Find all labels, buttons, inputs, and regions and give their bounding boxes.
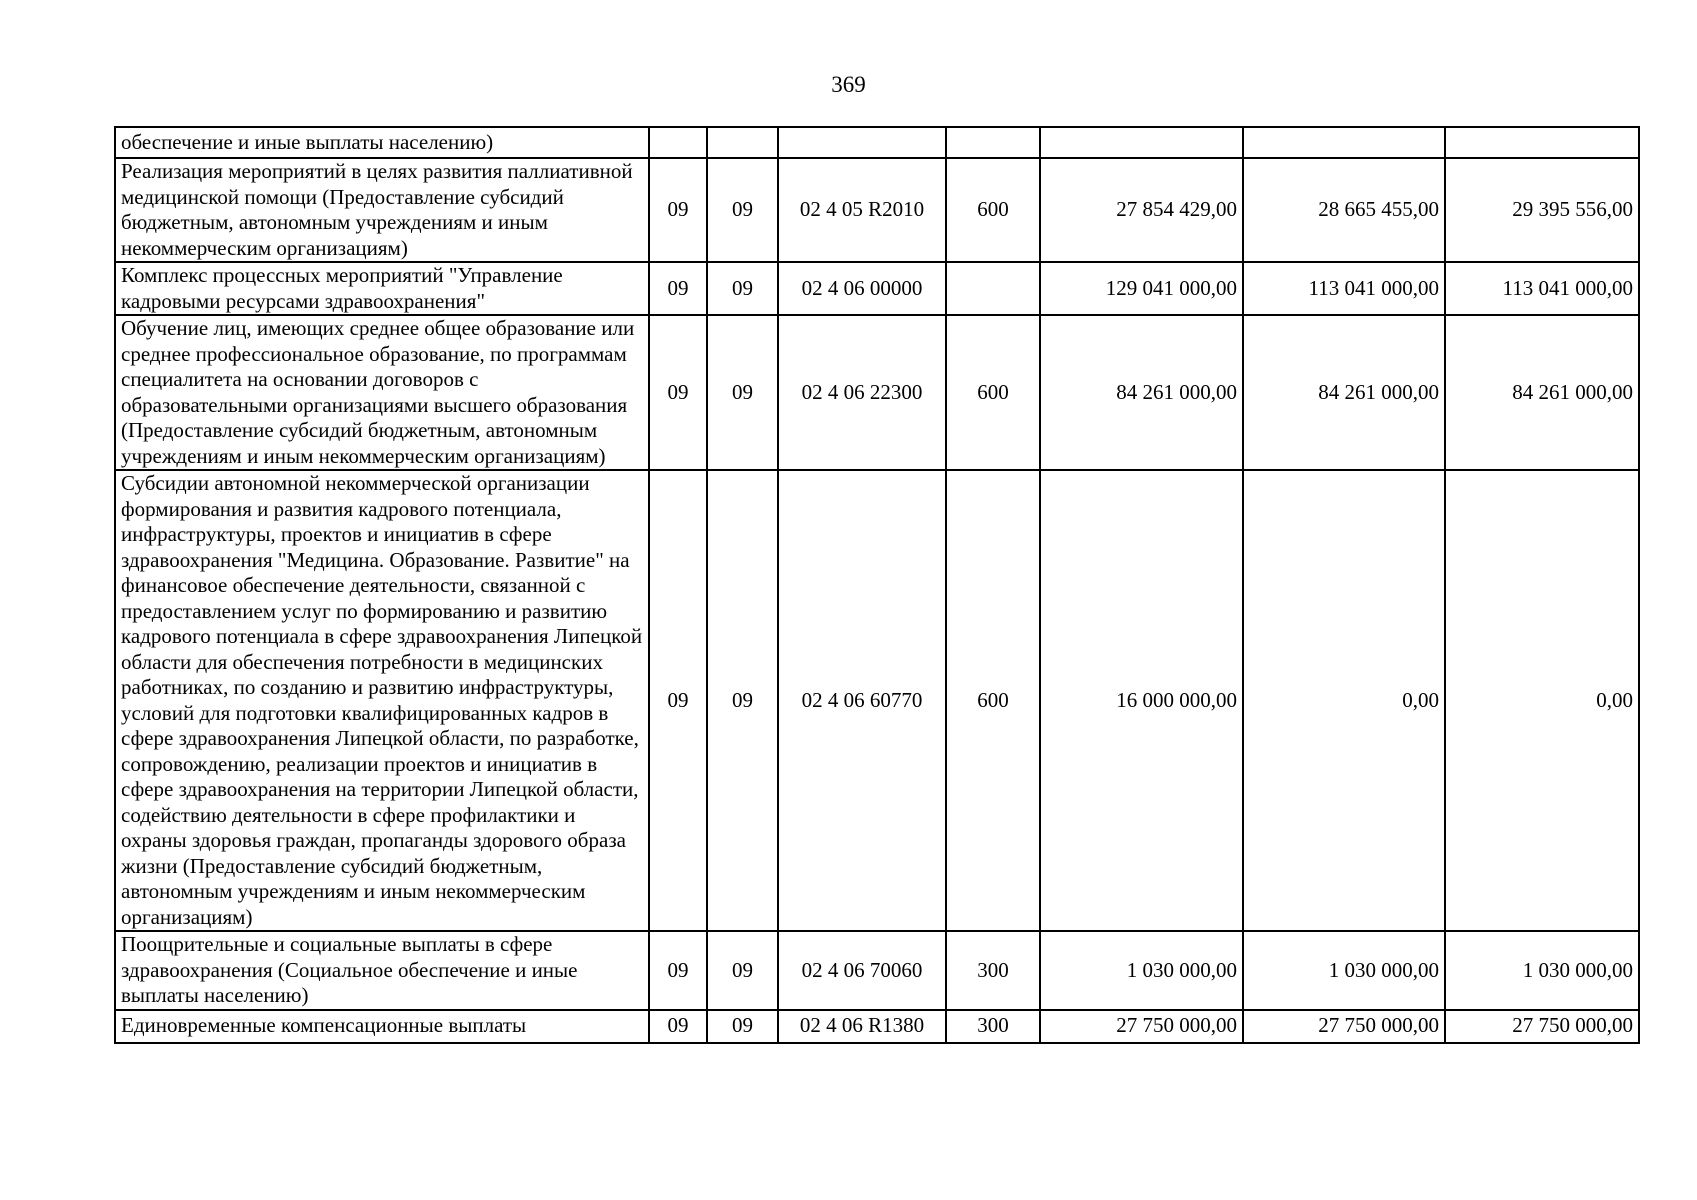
amount-year2-cell: 84 261 000,00 — [1243, 315, 1445, 470]
target-article-cell — [778, 127, 946, 158]
target-article-cell: 02 4 06 70060 — [778, 931, 946, 1010]
target-article-cell: 02 4 06 R1380 — [778, 1010, 946, 1043]
subsection-code-cell: 09 — [707, 158, 778, 262]
expense-type-cell: 600 — [946, 470, 1040, 931]
row-name-cell: Реализация мероприятий в целях развития паллиативной медицинской помощи (Предоставление субсидий бюджетным, автономным учреждениям и иным некоммерческим организациям) — [115, 158, 649, 262]
expense-type-cell — [946, 127, 1040, 158]
section-code-cell: 09 — [649, 158, 707, 262]
row-name-cell: Обучение лиц, имеющих среднее общее образование или среднее профессиональное образование, по программам специалитета на основании договоров с образовательными организациями высшего образования (Предоставление субсидий бюджетным, автономным учреждениям и иным некоммерческим организациям) — [115, 315, 649, 470]
section-code-cell: 09 — [649, 315, 707, 470]
subsection-code-cell: 09 — [707, 262, 778, 315]
amount-year3-cell: 113 041 000,00 — [1445, 262, 1639, 315]
amount-year2-cell: 0,00 — [1243, 470, 1445, 931]
expense-type-cell — [946, 262, 1040, 315]
target-article-cell: 02 4 05 R2010 — [778, 158, 946, 262]
section-code-cell: 09 — [649, 470, 707, 931]
amount-year1-cell: 1 030 000,00 — [1040, 931, 1243, 1010]
subsection-code-cell: 09 — [707, 315, 778, 470]
amount-year2-cell: 1 030 000,00 — [1243, 931, 1445, 1010]
section-code-cell — [649, 127, 707, 158]
table-row — [115, 127, 1639, 158]
expense-type-cell: 300 — [946, 1010, 1040, 1043]
amount-year3-cell — [1445, 127, 1639, 158]
subsection-code-cell: 09 — [707, 470, 778, 931]
target-article-cell: 02 4 06 22300 — [778, 315, 946, 470]
section-code-cell: 09 — [649, 931, 707, 1010]
row-name-cell: Единовременные компенсационные выплаты — [115, 1010, 649, 1043]
amount-year2-cell: 113 041 000,00 — [1243, 262, 1445, 315]
subsection-code-cell: 09 — [707, 931, 778, 1010]
section-code-cell: 09 — [649, 262, 707, 315]
amount-year1-cell: 27 750 000,00 — [1040, 1010, 1243, 1043]
amount-year3-cell: 1 030 000,00 — [1445, 931, 1639, 1010]
amount-year1-cell: 16 000 000,00 — [1040, 470, 1243, 931]
row-name-cell: Комплекс процессных мероприятий "Управление кадровыми ресурсами здравоохранения" — [115, 262, 649, 315]
table-row — [115, 470, 1639, 931]
page-number: 369 — [831, 72, 866, 97]
subsection-code-cell — [707, 127, 778, 158]
amount-year2-cell — [1243, 127, 1445, 158]
amount-year1-cell: 27 854 429,00 — [1040, 158, 1243, 262]
table-row — [115, 315, 1639, 470]
expense-type-cell: 300 — [946, 931, 1040, 1010]
table-row — [115, 931, 1639, 1010]
amount-year1-cell: 129 041 000,00 — [1040, 262, 1243, 315]
table-row — [115, 1010, 1639, 1043]
target-article-cell: 02 4 06 60770 — [778, 470, 946, 931]
section-code-cell: 09 — [649, 1010, 707, 1043]
subsection-code-cell: 09 — [707, 1010, 778, 1043]
table-row — [115, 262, 1639, 315]
amount-year2-cell: 27 750 000,00 — [1243, 1010, 1445, 1043]
expense-type-cell: 600 — [946, 158, 1040, 262]
amount-year2-cell: 28 665 455,00 — [1243, 158, 1445, 262]
expense-type-cell: 600 — [946, 315, 1040, 470]
target-article-cell: 02 4 06 00000 — [778, 262, 946, 315]
amount-year1-cell: 84 261 000,00 — [1040, 315, 1243, 470]
amount-year3-cell: 84 261 000,00 — [1445, 315, 1639, 470]
row-name-cell: Поощрительные и социальные выплаты в сфере здравоохранения (Социальное обеспечение и иные выплаты населению) — [115, 931, 649, 1010]
budget-table — [114, 126, 1640, 1044]
amount-year3-cell: 29 395 556,00 — [1445, 158, 1639, 262]
table-row — [115, 158, 1639, 262]
row-name-cell: Субсидии автономной некоммерческой организации формирования и развития кадрового потенциала, инфраструктуры, проектов и инициатив в сфере здравоохранения "Медицина. Образование. Развитие" на финансовое обеспечение деятельности, связанной с предоставлением услуг по формированию и развитию кадрового потенциала в сфере здравоохранения Липецкой области для обеспечения потребности в медицинских работниках, по созданию и развитию инфраструктуры, условий для подготовки квалифицированных кадров в сфере здравоохранения Липецкой области, по разработке, сопровождению, реализации проектов и инициатив в сфере здравоохранения на территории Липецкой области, содействию деятельности в сфере профилактики и охраны здоровья граждан, пропаганды здорового образа жизни (Предоставление субсидий бюджетным, автономным учреждениям и иным некоммерческим организациям) — [115, 470, 649, 931]
amount-year3-cell: 0,00 — [1445, 470, 1639, 931]
amount-year3-cell: 27 750 000,00 — [1445, 1010, 1639, 1043]
row-name-cell: обеспечение и иные выплаты населению) — [115, 127, 649, 158]
amount-year1-cell — [1040, 127, 1243, 158]
